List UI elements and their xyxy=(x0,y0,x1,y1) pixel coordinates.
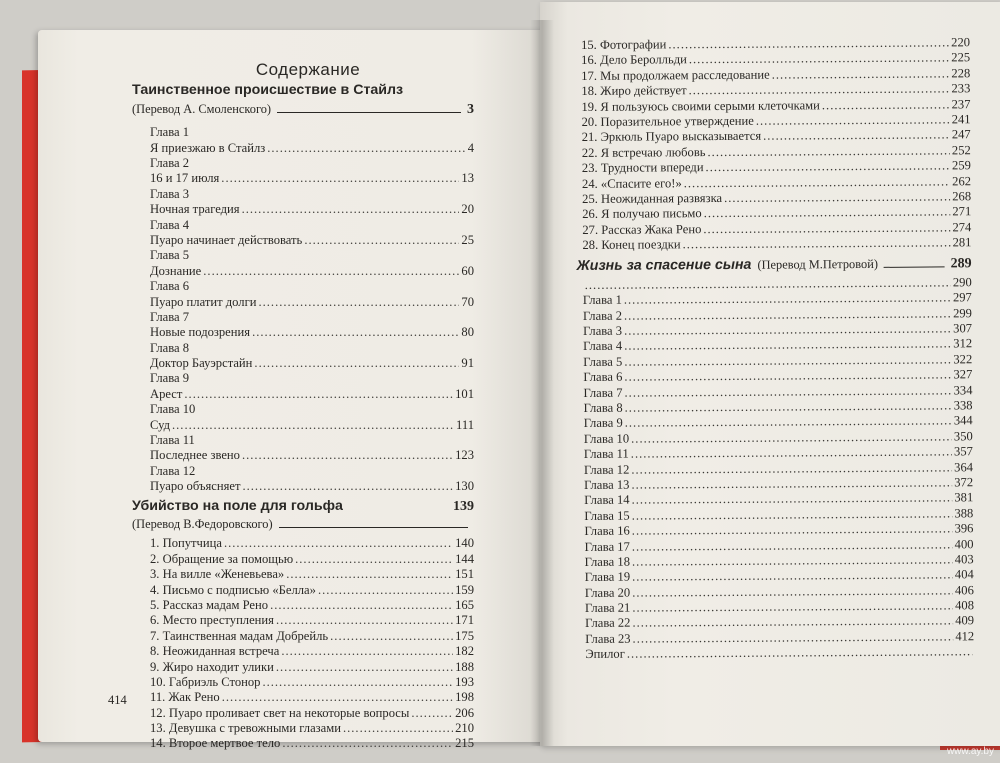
chapter-label: Глава 3 xyxy=(150,186,190,201)
entry-page: 412 xyxy=(955,629,975,644)
dot-leader xyxy=(689,51,950,68)
entry-page: 70 xyxy=(461,294,474,309)
toc-entry xyxy=(150,171,474,186)
book2-translator-line xyxy=(132,517,474,532)
entry-title: Глава 15 xyxy=(584,508,630,523)
dot-leader xyxy=(222,690,453,705)
dot-leader xyxy=(281,644,453,659)
entry-title: 1. Попутчица xyxy=(150,536,222,551)
entry-title: 16 и 17 июля xyxy=(150,171,220,186)
book3-page: 289 xyxy=(950,256,972,272)
entry-page: 25 xyxy=(461,232,474,247)
dot-leader xyxy=(262,675,453,690)
entry-title: 2. Обращение за помощью xyxy=(150,551,294,566)
toc-entry xyxy=(150,629,474,644)
entry-page: 268 xyxy=(952,189,972,204)
toc-entry xyxy=(150,721,474,736)
dot-leader xyxy=(184,387,453,402)
entry-title: 8. Неожиданная встреча xyxy=(150,644,280,659)
dot-leader xyxy=(756,112,950,129)
chapter-label: Глава 8 xyxy=(150,340,190,355)
dot-leader xyxy=(703,220,950,237)
dot-leader xyxy=(224,536,453,551)
entry-title: Глава 1 xyxy=(582,292,622,308)
dot-leader xyxy=(267,141,465,156)
toc-entry xyxy=(582,235,971,253)
entry-page: 404 xyxy=(954,567,974,582)
entry-page: 262 xyxy=(952,173,972,188)
entry-title: Глава 14 xyxy=(584,492,630,508)
entry-title: Ночная трагедия xyxy=(150,202,240,217)
dot-leader xyxy=(763,128,950,145)
entry-title: Доктор Бауэрстайн xyxy=(150,356,253,371)
entry-title: 28. Конец поездки xyxy=(582,237,681,253)
dot-leader xyxy=(270,598,453,613)
entry-page: 60 xyxy=(461,263,474,278)
dot-leader xyxy=(705,159,950,176)
dot-leader xyxy=(276,613,453,628)
entry-page: 388 xyxy=(954,505,974,521)
book1-title: Таинственное происшествие в Стайлз xyxy=(132,82,404,99)
entry-page: 299 xyxy=(952,305,972,321)
dot-leader xyxy=(242,202,460,217)
entry-page: 228 xyxy=(951,66,971,81)
entry-title: Глава 8 xyxy=(583,400,623,415)
entry-page: 406 xyxy=(954,582,974,598)
entry-page: 307 xyxy=(953,321,973,336)
left-toc xyxy=(132,62,474,752)
dot-leader xyxy=(627,644,973,662)
entry-title: Глава 5 xyxy=(583,354,623,369)
toc-title: Содержание xyxy=(255,60,361,79)
book1-heading xyxy=(132,83,474,98)
entry-page: 101 xyxy=(455,386,474,401)
chapter-label: Глава 12 xyxy=(150,463,196,478)
entry-page: 344 xyxy=(953,413,973,428)
toc-entry xyxy=(150,660,474,675)
right-toc xyxy=(575,35,974,662)
entry-title: 22. Я встречаю любовь xyxy=(581,144,706,160)
toc-entry xyxy=(150,675,474,690)
entry-page: 281 xyxy=(952,235,972,250)
entry-page: 237 xyxy=(951,96,971,111)
book2-heading xyxy=(132,499,474,514)
entry-title: 10. Габриэль Стонор xyxy=(150,674,261,689)
entry-title: 12. Пуаро проливает свет на некоторые вопросы xyxy=(150,705,410,720)
book1-page: 3 xyxy=(467,101,474,117)
entry-title: Глава 3 xyxy=(582,323,623,338)
entry-page: 364 xyxy=(954,459,974,474)
entry-page: 20 xyxy=(461,202,474,217)
entry-title: Последнее звено xyxy=(150,448,240,463)
chapter-label: Глава 5 xyxy=(150,248,190,263)
toc-entry xyxy=(150,644,474,659)
entry-title: Эпилог xyxy=(585,646,625,662)
dot-leader xyxy=(295,552,453,567)
entry-page: 4 xyxy=(467,140,474,155)
entry-title: 19. Я пользуюсь своими серыми клеточками xyxy=(581,97,820,114)
book3-chapter-list xyxy=(577,275,975,663)
entry-title: Глава 7 xyxy=(583,385,623,400)
dot-leader xyxy=(724,189,950,206)
entry-title: Глава 20 xyxy=(584,585,631,600)
toc-entry xyxy=(150,233,474,248)
dot-leader xyxy=(286,567,453,582)
entry-page: 220 xyxy=(951,35,971,50)
entry-title: Глава 4 xyxy=(583,339,623,354)
entry-title: 14. Второе мертвое тело xyxy=(150,736,281,751)
entry-page: 322 xyxy=(953,352,973,367)
book1-chapter-list xyxy=(132,125,474,494)
entry-page: 381 xyxy=(954,490,974,505)
entry-page: 312 xyxy=(953,336,973,351)
book-spine-shadow xyxy=(530,20,554,746)
toc-entry xyxy=(150,418,474,433)
entry-page: 111 xyxy=(456,417,474,432)
entry-title: 20. Поразительное утверждение xyxy=(581,113,754,129)
entry-page: 247 xyxy=(951,127,971,142)
entry-page: 144 xyxy=(455,551,474,566)
entry-page: 334 xyxy=(953,382,973,397)
toc-entry xyxy=(150,706,474,721)
dot-leader xyxy=(822,97,950,113)
book2-title: Убийство на поле для гольфа xyxy=(132,497,343,514)
dot-leader xyxy=(258,295,459,310)
dot-leader xyxy=(242,479,453,494)
entry-page: 165 xyxy=(455,597,474,612)
entry-page: 403 xyxy=(954,552,974,567)
dot-leader xyxy=(330,629,453,644)
chapter-label: Глава 2 xyxy=(150,156,190,170)
toc-entry xyxy=(150,536,474,551)
toc-entry xyxy=(150,598,474,613)
entry-title: Глава 21 xyxy=(584,600,631,616)
entry-title: Глава 23 xyxy=(585,631,631,646)
dot-leader xyxy=(242,448,453,463)
dot-leader xyxy=(684,174,950,191)
dot-leader xyxy=(411,706,453,721)
entry-title: 15. Фотографии xyxy=(580,37,667,52)
book2-translator: (Перевод В.Федоровского) xyxy=(132,517,273,531)
toc-entry xyxy=(150,690,474,705)
entry-title: Глава 17 xyxy=(584,539,630,554)
toc-entry xyxy=(150,479,474,494)
entry-title: 11. Жак Рено xyxy=(150,690,220,705)
entry-title: 25. Неожиданная развязка xyxy=(582,190,723,206)
entry-page: 210 xyxy=(455,721,474,736)
leader-line xyxy=(277,112,461,113)
entry-title: Глава 9 xyxy=(583,416,623,431)
entry-page: 338 xyxy=(953,398,973,413)
book1-translator: (Перевод А. Смоленского) xyxy=(132,101,272,116)
entry-title: Глава 22 xyxy=(585,616,631,631)
entry-title: 4. Письмо с подписью «Белла» xyxy=(150,582,316,597)
entry-page: 80 xyxy=(461,325,474,340)
entry-title: Глава 18 xyxy=(584,554,631,569)
entry-title: 9. Жиро находит улики xyxy=(150,659,274,674)
dot-leader xyxy=(704,205,951,222)
toc-entry xyxy=(150,356,474,371)
entry-page: 400 xyxy=(954,536,974,551)
toc-entry xyxy=(150,567,474,582)
entry-title: Глава 10 xyxy=(583,431,630,446)
entry-page: 215 xyxy=(455,736,474,751)
entry-title: Глава 11 xyxy=(583,446,629,462)
entry-title: Новые подозрения xyxy=(150,325,251,340)
entry-page: 198 xyxy=(455,690,474,705)
entry-page: 171 xyxy=(455,613,474,628)
toc-entry xyxy=(150,387,474,402)
entry-title: 6. Место преступления xyxy=(150,613,274,628)
dot-leader xyxy=(304,233,459,248)
entry-page: 327 xyxy=(953,367,973,382)
leader-line xyxy=(884,267,945,268)
toc-entry xyxy=(150,736,474,751)
toc-entry xyxy=(150,264,474,279)
book3-translator: (Перевод М.Петровой) xyxy=(757,257,878,273)
entry-page: 408 xyxy=(955,598,975,613)
entry-title: 23. Трудности впереди xyxy=(581,160,704,176)
entry-title: Глава 6 xyxy=(583,369,623,385)
entry-title: Глава 12 xyxy=(583,462,630,477)
entry-page: 151 xyxy=(455,567,474,582)
entry-page: 193 xyxy=(455,674,474,689)
toc-entry xyxy=(150,613,474,628)
chapter-label: Глава 9 xyxy=(150,371,190,386)
dot-leader xyxy=(203,264,459,279)
entry-title: 17. Мы продолжаем расследование xyxy=(581,67,770,83)
entry-title: Глава 2 xyxy=(582,308,623,323)
entry-page: 396 xyxy=(954,521,974,536)
entry-page: 297 xyxy=(952,290,972,305)
chapter-label: Глава 6 xyxy=(150,279,190,294)
entry-title: 3. На вилле «Женевьева» xyxy=(150,567,285,582)
dot-leader xyxy=(254,356,459,371)
entry-page: 130 xyxy=(455,479,474,494)
entry-title: Арест xyxy=(150,386,183,401)
entry-page: 290 xyxy=(952,275,972,290)
entry-title: Пуаро объясняет xyxy=(150,479,241,494)
entry-page: 140 xyxy=(455,536,474,551)
entry-title: Дознание xyxy=(150,263,202,278)
entry-page: 13 xyxy=(461,171,474,186)
dot-leader xyxy=(221,171,459,186)
entry-page: 274 xyxy=(952,219,972,235)
toc-entry xyxy=(150,448,474,463)
entry-page: 259 xyxy=(951,158,971,173)
toc-entry xyxy=(150,295,474,310)
entry-page: 233 xyxy=(951,81,971,96)
dot-leader xyxy=(707,143,950,160)
dot-leader xyxy=(772,66,950,83)
entry-page: 271 xyxy=(952,204,972,219)
dot-leader xyxy=(689,82,950,99)
book2-continued-list xyxy=(575,35,971,253)
entry-page: 241 xyxy=(951,112,971,127)
entry-title: 26. Я получаю письмо xyxy=(582,206,702,222)
book2-chapter-list xyxy=(132,536,474,751)
entry-title: 21. Эркюль Пуаро высказывается xyxy=(581,129,762,145)
entry-title: Суд xyxy=(150,417,170,432)
entry-title: 16. Дело Беролльди xyxy=(581,52,687,68)
entry-page: 409 xyxy=(955,613,975,628)
book2-page: 139 xyxy=(453,498,474,514)
entry-page: 357 xyxy=(953,444,973,459)
dot-leader xyxy=(252,325,459,340)
entry-page: 372 xyxy=(954,475,974,490)
entry-page: 252 xyxy=(951,142,971,158)
entry-page: 182 xyxy=(455,644,474,659)
leader-line xyxy=(279,527,468,528)
book3-heading xyxy=(577,257,972,275)
entry-title: 7. Таинственная мадам Добрейль xyxy=(150,628,329,643)
entry-title: Глава 16 xyxy=(584,523,630,539)
entry-page: 350 xyxy=(953,429,973,444)
entry-page: 175 xyxy=(455,628,474,643)
entry-title: 13. Девушка с тревожными глазами xyxy=(150,721,341,736)
entry-title: Глава 19 xyxy=(584,569,631,585)
toc-entry xyxy=(150,202,474,217)
dot-leader xyxy=(282,736,453,751)
toc-entry xyxy=(150,552,474,567)
chapter-label: Глава 11 xyxy=(150,433,195,448)
dot-leader xyxy=(343,721,453,736)
chapter-label: Глава 4 xyxy=(150,217,190,232)
entry-page: 91 xyxy=(461,356,474,371)
toc-entry xyxy=(150,325,474,340)
chapter-label: Глава 10 xyxy=(150,402,196,417)
watermark: www.ay.by xyxy=(946,746,994,757)
entry-page: 206 xyxy=(455,705,474,720)
entry-title: 24. «Спасите его!» xyxy=(581,175,682,191)
dot-leader xyxy=(683,235,951,252)
entry-title: Глава 13 xyxy=(584,477,630,492)
entry-page: 225 xyxy=(951,50,971,65)
entry-title: Пуаро начинает действовать xyxy=(150,232,303,247)
entry-page: 123 xyxy=(455,448,474,463)
toc-entry xyxy=(150,141,474,156)
entry-page: 188 xyxy=(455,659,474,674)
page-number: 414 xyxy=(108,693,127,707)
entry-title: 27. Рассказ Жака Рено xyxy=(582,221,702,237)
entry-title: Я приезжаю в Стайлз xyxy=(150,140,266,155)
book3-title: Жизнь за спасение сына xyxy=(576,257,752,275)
book1-translator-line xyxy=(132,102,474,117)
dot-leader xyxy=(318,583,453,598)
entry-title: 18. Жиро действует xyxy=(581,83,687,99)
chapter-label: Глава 7 xyxy=(150,309,190,324)
dot-leader xyxy=(172,418,454,433)
toc-entry xyxy=(150,583,474,598)
dot-leader xyxy=(276,660,453,675)
entry-title: 5. Рассказ мадам Рено xyxy=(150,597,269,612)
entry-page: 159 xyxy=(455,582,474,597)
entry-title: Пуаро платит долги xyxy=(150,294,257,309)
chapter-label: Глава 1 xyxy=(150,125,190,140)
toc-entry xyxy=(585,644,974,662)
